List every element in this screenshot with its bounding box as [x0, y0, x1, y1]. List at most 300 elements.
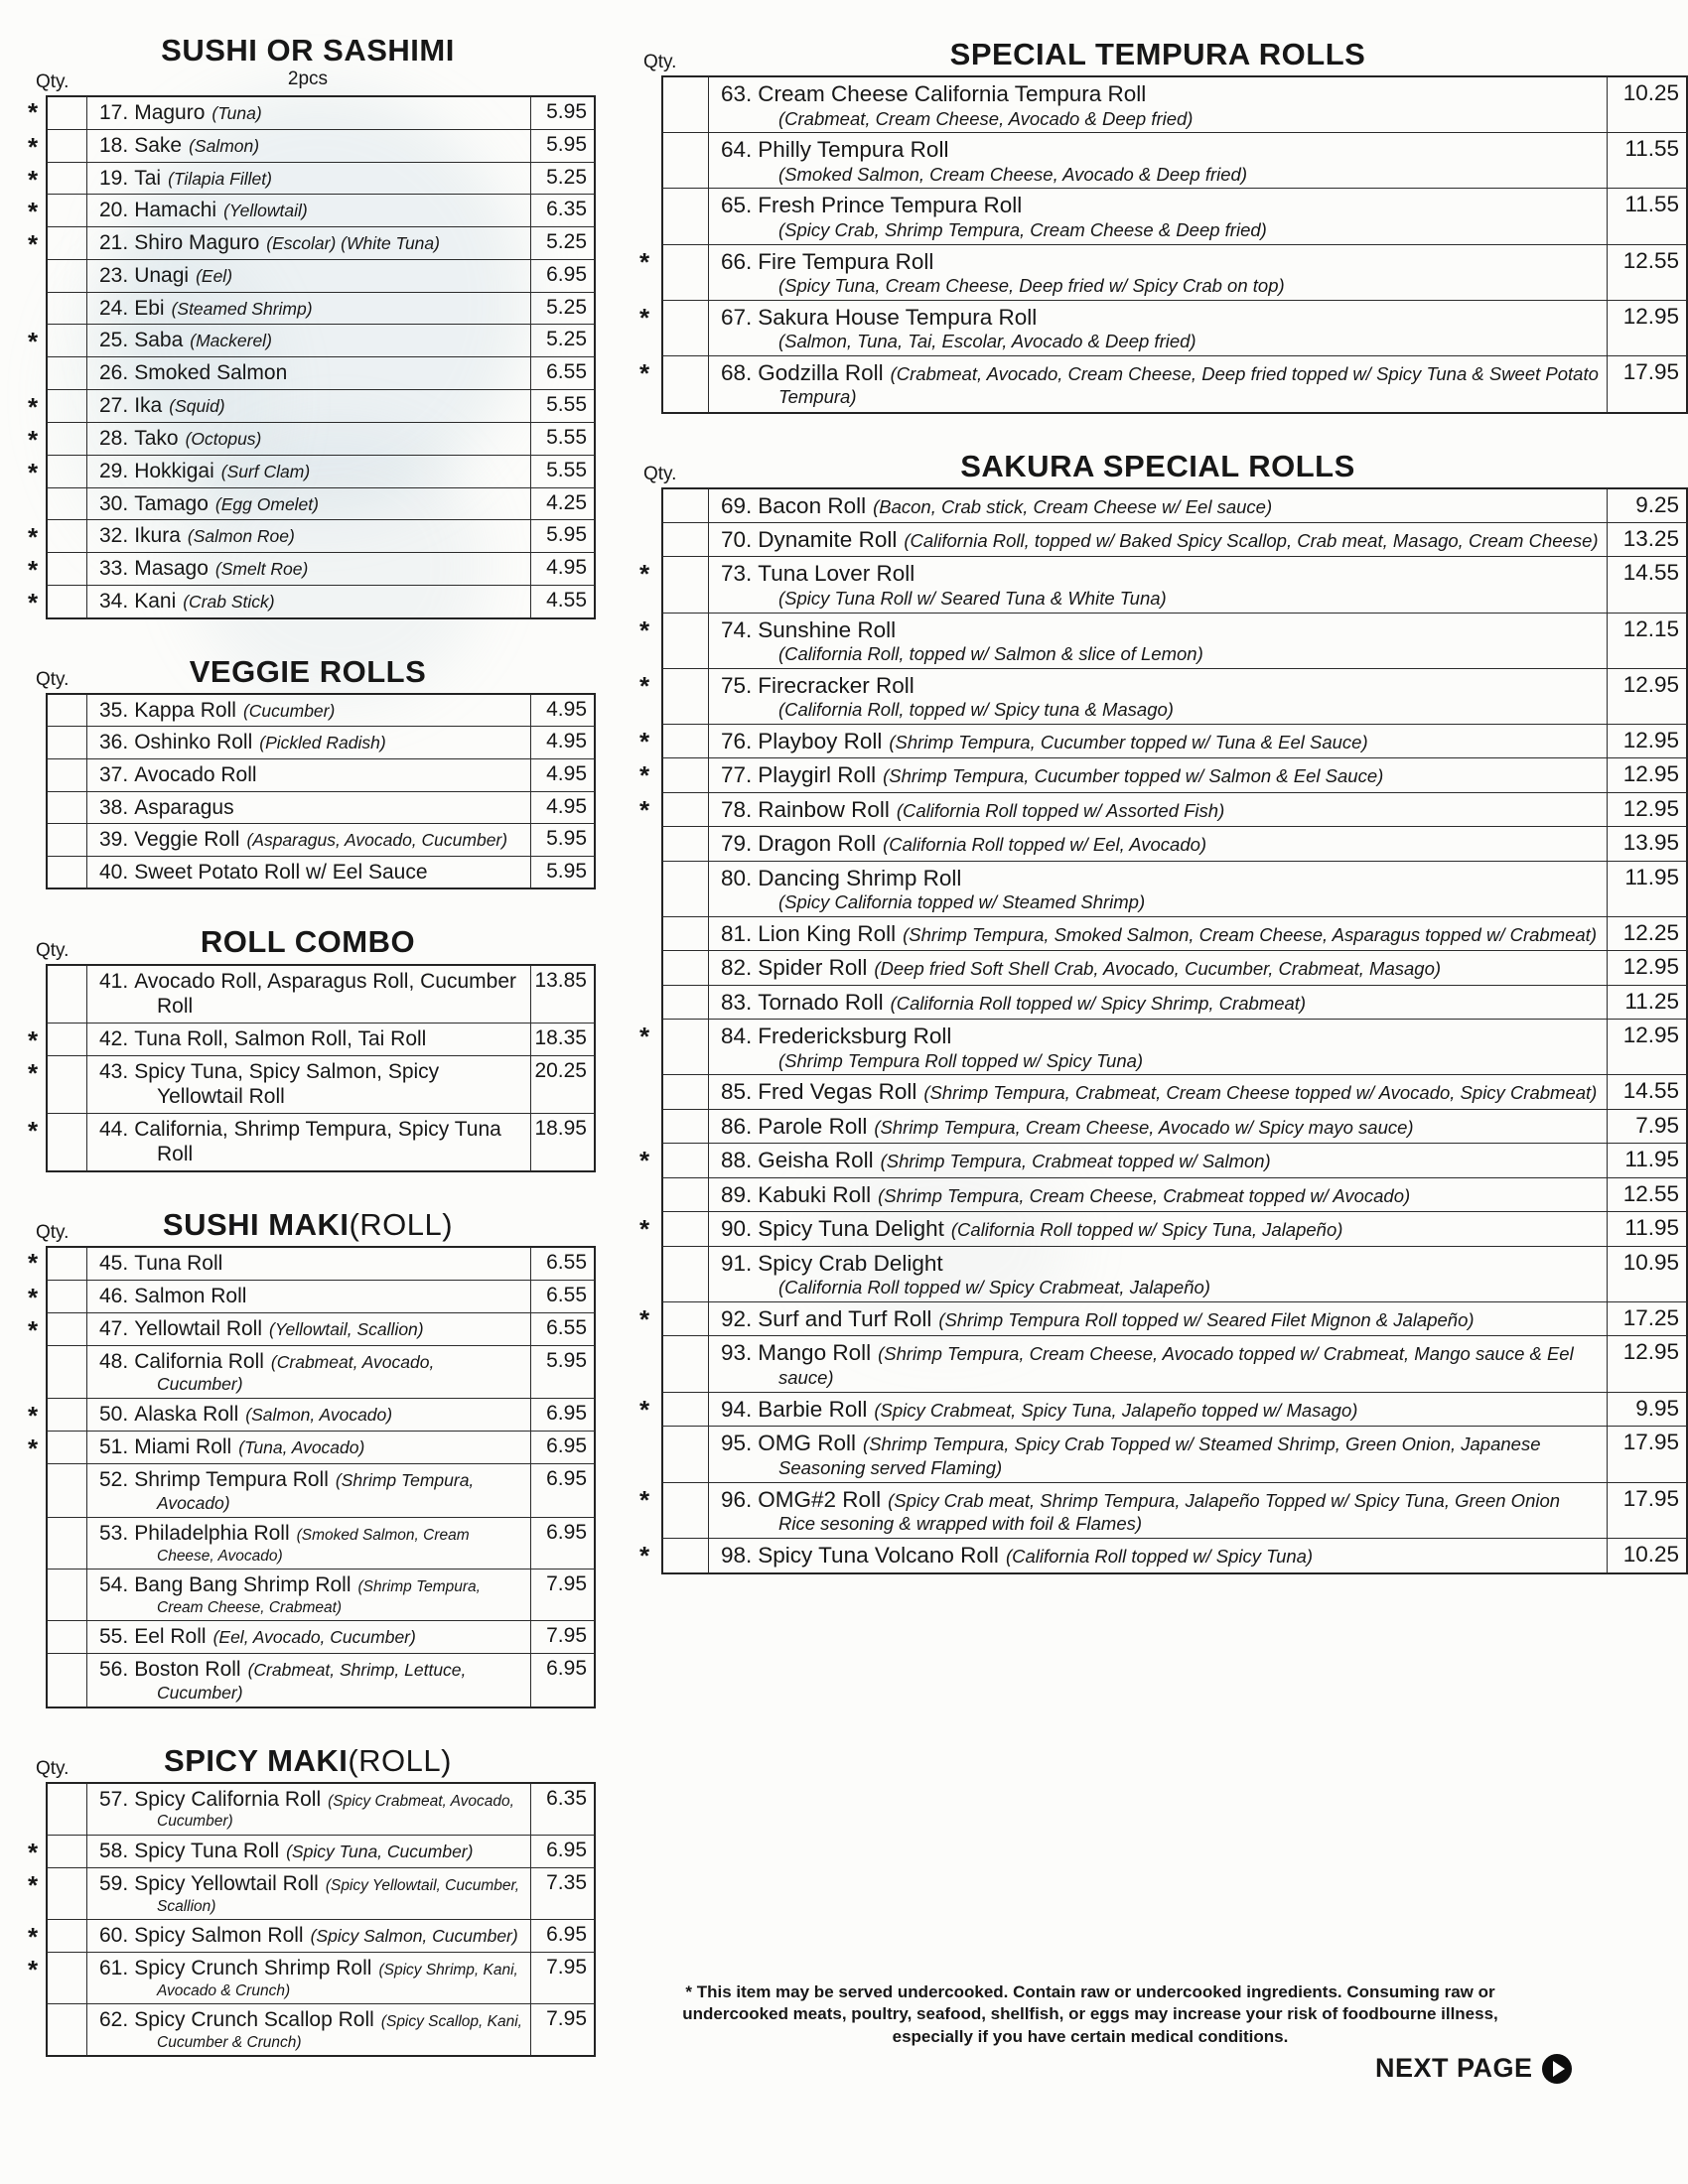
- menu-item-row: [628, 1020, 1688, 1075]
- item-cell: [709, 133, 1607, 189]
- raw-item-marker: [628, 917, 661, 951]
- menu-item-row: [628, 917, 1688, 951]
- item-name-group: [721, 360, 884, 385]
- price-cell: 13.25: [1607, 523, 1688, 557]
- item-description: (Crab Stick): [183, 592, 275, 613]
- item-description: (Shrimp Tempura, Avocado): [157, 1470, 475, 1513]
- item-cell: [709, 75, 1607, 133]
- qty-cell: [661, 793, 709, 827]
- item-description: (California Roll topped w/ Assorted Fish): [896, 799, 1225, 821]
- menu-item-row: [20, 1056, 596, 1114]
- item-name: Spicy Salmon Roll: [134, 1924, 304, 1948]
- item-name-line: [99, 1402, 522, 1428]
- item-name: Sweet Potato Roll w/ Eel Sauce: [134, 860, 428, 884]
- item-description: (Egg Omelet): [214, 493, 319, 514]
- item-name-line: [721, 920, 1599, 947]
- item-name-line: [721, 248, 1599, 275]
- item-description: (Salmon Roe): [187, 526, 295, 547]
- item-name: Dancing Shrimp Roll: [758, 865, 962, 890]
- raw-item-marker: *: [638, 760, 650, 791]
- item-name: Kappa Roll: [134, 698, 236, 722]
- menu-item-row: [628, 301, 1688, 356]
- qty-cell: [661, 1539, 709, 1573]
- undercooked-disclaimer: * This item may be served undercooked. Contain raw or undercooked ingredients. Consuming raw or undercooked meats, poultry, seafood, shellfish, or eggs may increase your risk of foodbourne illness, especially if you have certain medical conditions.: [682, 1982, 1498, 2046]
- item-cell: [87, 964, 530, 1024]
- item-name-line: [99, 1787, 522, 1832]
- item-cell: [87, 1246, 530, 1281]
- item-number: 42.: [99, 1026, 129, 1050]
- item-name: Spicy Crab Delight: [758, 1250, 943, 1276]
- item-number: 83.: [721, 989, 753, 1015]
- menu-item-row: [20, 553, 596, 586]
- item-name-group: [721, 1216, 944, 1241]
- qty-cell: [46, 293, 87, 326]
- item-name-group: [721, 617, 896, 642]
- menu-item-row: [20, 1346, 596, 1400]
- item-name-group: [99, 1468, 329, 1491]
- item-name-group: [99, 199, 216, 221]
- item-name-line: [99, 2007, 522, 2052]
- item-cell: [87, 1654, 530, 1708]
- item-cell: [87, 260, 530, 293]
- price-cell: 7.95: [530, 2004, 596, 2057]
- qty-cell: [46, 1346, 87, 1400]
- qty-cell: [661, 75, 709, 133]
- item-name-line: [99, 589, 522, 614]
- menu-item-row: [20, 488, 596, 521]
- item-name-group: [721, 137, 948, 162]
- menu-item-row: [628, 75, 1688, 133]
- menu-item-row: [20, 130, 596, 163]
- qty-cell: [46, 2004, 87, 2057]
- item-number: 38.: [99, 795, 129, 819]
- item-cell: [87, 1782, 530, 1836]
- item-name: Shrimp Tempura Roll: [134, 1468, 329, 1492]
- item-name-group: [99, 1027, 426, 1050]
- item-name: Masago: [134, 557, 209, 581]
- raw-item-marker: [20, 792, 46, 825]
- item-number: 46.: [99, 1284, 129, 1307]
- item-cell: [709, 1539, 1607, 1573]
- item-cell: [709, 245, 1607, 301]
- item-name: OMG#2 Roll: [758, 1486, 882, 1512]
- price-cell: 20.25: [530, 1056, 596, 1114]
- item-name-group: [721, 1079, 916, 1104]
- item-cell: [87, 163, 530, 196]
- item-cell: [709, 1483, 1607, 1540]
- qty-cell: [661, 189, 709, 244]
- next-page-button[interactable]: [1375, 2053, 1572, 2084]
- item-name-line: [99, 1117, 522, 1167]
- item-name-line: [99, 1434, 522, 1460]
- menu-item-row: [20, 357, 596, 390]
- item-name: Sunshine Roll: [758, 616, 897, 642]
- item-number: 80.: [721, 865, 753, 890]
- item-name-group: [99, 763, 257, 786]
- price-cell: 12.15: [1607, 614, 1688, 669]
- raw-item-marker: *: [638, 1394, 650, 1425]
- item-description: (Smoked Salmon, Cream Cheese, Avocado): [157, 1526, 470, 1565]
- item-name-line: [99, 393, 522, 419]
- item-cell: [87, 759, 530, 792]
- price-cell: 6.55: [530, 1313, 596, 1346]
- item-cell: [709, 951, 1607, 985]
- qty-cell: [661, 1336, 709, 1393]
- next-page-arrow-icon: [1542, 2054, 1572, 2084]
- qty-column-label: Qty.: [36, 668, 70, 690]
- item-cell: [87, 520, 530, 553]
- menu-table: [20, 1782, 596, 2058]
- qty-cell: [46, 260, 87, 293]
- raw-item-marker: *: [638, 1214, 650, 1245]
- qty-cell: [46, 857, 87, 890]
- item-name-line: [721, 1147, 1599, 1173]
- left-column: [20, 34, 596, 2093]
- price-cell: 7.35: [530, 1868, 596, 1920]
- price-cell: 18.35: [530, 1024, 596, 1056]
- raw-item-marker: [20, 857, 46, 890]
- item-name-group: [721, 1431, 856, 1455]
- qty-cell: [661, 1212, 709, 1246]
- item-description: (Shrimp Tempura, Crabmeat topped w/ Salmon): [880, 1151, 1271, 1172]
- item-number: 89.: [721, 1181, 753, 1207]
- item-name: Asparagus: [134, 795, 234, 819]
- qty-cell: [661, 917, 709, 951]
- item-name-line: [721, 560, 1599, 587]
- menu-item-row: [628, 189, 1688, 244]
- item-number: 56.: [99, 1657, 129, 1681]
- section-title-suffix: (ROLL): [348, 1742, 452, 1778]
- item-number: 81.: [721, 920, 753, 946]
- item-number: 52.: [99, 1468, 129, 1492]
- item-name-group: [99, 1252, 222, 1275]
- qty-cell: [46, 325, 87, 357]
- item-name-line: [721, 954, 1599, 981]
- item-cell: [87, 1920, 530, 1953]
- raw-item-marker: [20, 1346, 46, 1400]
- menu-section-spicy-maki: [20, 1744, 596, 2058]
- item-description: (California Roll topped w/ Spicy Tuna, Jalapeño): [950, 1219, 1343, 1241]
- item-name-group: [99, 1285, 246, 1307]
- raw-item-marker: [628, 1075, 661, 1109]
- item-name-line: [721, 796, 1599, 823]
- raw-item-marker: *: [27, 1955, 39, 1984]
- item-name-group: [99, 1625, 207, 1648]
- menu-item-row: [20, 423, 596, 456]
- raw-item-marker: *: [27, 522, 39, 553]
- item-name-group: [721, 831, 876, 856]
- raw-item-marker: *: [27, 229, 39, 260]
- price-cell: 6.55: [530, 1281, 596, 1313]
- price-cell: 12.55: [1607, 245, 1688, 301]
- item-name: Eel Roll: [134, 1625, 207, 1649]
- item-name-line: [99, 100, 522, 126]
- raw-item-marker: [628, 986, 661, 1020]
- raw-item-marker: [628, 1427, 661, 1483]
- menu-item-row: [20, 1868, 596, 1920]
- item-number: 43.: [99, 1059, 129, 1083]
- item-name: Philadelphia Roll: [134, 1521, 290, 1545]
- item-number: 86.: [721, 1113, 753, 1139]
- qty-cell: [46, 1782, 87, 1836]
- item-name-line: [721, 136, 1599, 163]
- item-description: (Crabmeat, Shrimp, Lettuce, Cucumber): [157, 1659, 467, 1703]
- raw-item-marker: *: [27, 1314, 39, 1345]
- qty-cell: [661, 725, 709, 758]
- qty-cell: [46, 1836, 87, 1868]
- price-cell: 6.95: [530, 1432, 596, 1464]
- item-name-line: [99, 1521, 522, 1566]
- qty-column-label: Qty.: [36, 71, 70, 93]
- section-title-text: SUSHI OR SASHIMI: [161, 33, 455, 68]
- item-description: (California Roll, topped w/ Spicy tuna & Masago): [778, 699, 1174, 721]
- price-cell: 6.55: [530, 1246, 596, 1281]
- price-cell: 6.35: [530, 195, 596, 227]
- item-name-line: [721, 1023, 1599, 1049]
- item-cell: [87, 1432, 530, 1464]
- raw-item-marker: *: [27, 424, 39, 455]
- menu-item-row: [20, 1654, 596, 1708]
- item-cell: [709, 793, 1607, 827]
- item-cell: [709, 1393, 1607, 1427]
- item-name-group: [99, 1350, 264, 1373]
- item-description: (Deep fried Soft Shell Crab, Avocado, Cucumber, Crabmeat, Masago): [874, 958, 1442, 980]
- item-name-group: [99, 134, 182, 157]
- item-name-line: [721, 492, 1599, 519]
- item-description: (Bacon, Crab stick, Cream Cheese w/ Eel sauce): [873, 495, 1273, 517]
- raw-item-marker: *: [27, 1115, 39, 1146]
- item-name: Saba: [134, 329, 184, 352]
- menu-item-row: [628, 986, 1688, 1020]
- item-name-line: [99, 1059, 522, 1110]
- menu-item-row: [628, 669, 1688, 725]
- item-cell: [87, 390, 530, 423]
- item-description: (Yellowtail): [223, 201, 308, 221]
- item-name-line: [99, 166, 522, 192]
- raw-item-marker: [20, 824, 46, 857]
- item-cell: [709, 189, 1607, 244]
- raw-item-marker: [628, 951, 661, 985]
- item-name-group: [721, 527, 897, 552]
- item-name: Tuna Roll, Salmon Roll, Tai Roll: [134, 1026, 427, 1050]
- qty-cell: [661, 487, 709, 523]
- item-name-group: [721, 797, 890, 822]
- qty-cell: [46, 1246, 87, 1281]
- item-name-line: [721, 1339, 1599, 1389]
- raw-item-marker: [628, 1178, 661, 1212]
- section-header: [20, 925, 596, 961]
- raw-item-marker: *: [27, 1922, 39, 1953]
- item-number: 40.: [99, 860, 129, 884]
- item-name-group: [721, 1487, 881, 1512]
- item-name-line: [99, 1657, 522, 1704]
- item-name-group: [99, 828, 239, 851]
- qty-column-label: Qty.: [36, 1757, 70, 1779]
- menu-item-row: [628, 487, 1688, 523]
- raw-item-marker: *: [27, 1248, 39, 1279]
- item-name-line: [721, 672, 1599, 699]
- item-name-line: [721, 761, 1599, 788]
- menu-item-row: [20, 2004, 596, 2057]
- item-name: Mango Roll: [758, 1340, 872, 1366]
- raw-item-marker: [20, 1782, 46, 1836]
- raw-item-marker: [20, 727, 46, 759]
- menu-item-row: [20, 759, 596, 792]
- item-name: Hokkigai: [134, 459, 214, 482]
- item-name-line: [721, 1396, 1599, 1423]
- raw-item-marker: [628, 1336, 661, 1393]
- price-cell: 11.95: [1607, 862, 1688, 917]
- price-cell: 5.25: [530, 325, 596, 357]
- menu-item-row: [20, 1399, 596, 1432]
- item-name-line: [99, 698, 522, 724]
- item-number: 34.: [99, 590, 129, 614]
- item-name-group: [721, 1251, 943, 1276]
- item-cell: [87, 1868, 530, 1920]
- qty-cell: [46, 1518, 87, 1570]
- qty-cell: [46, 792, 87, 825]
- item-number: 67.: [721, 304, 753, 330]
- item-name-group: [99, 731, 252, 753]
- menu-item-row: [20, 163, 596, 196]
- item-cell: [709, 1075, 1607, 1109]
- item-name-group: [99, 264, 189, 287]
- item-name-line: [721, 989, 1599, 1016]
- item-number: 94.: [721, 1396, 753, 1422]
- qty-cell: [46, 520, 87, 553]
- item-name-group: [721, 493, 866, 518]
- section-header: [20, 34, 596, 93]
- item-name-line: [99, 1956, 522, 2000]
- item-cell: [709, 557, 1607, 613]
- qty-cell: [46, 195, 87, 227]
- price-cell: 18.95: [530, 1114, 596, 1172]
- item-cell: [87, 1399, 530, 1432]
- raw-item-marker: *: [638, 670, 650, 701]
- menu-item-row: [628, 1075, 1688, 1109]
- raw-item-marker: [20, 759, 46, 792]
- qty-cell: [661, 862, 709, 917]
- item-description: (Shrimp Tempura, Cream Cheese, Avocado topped w/ Crabmeat, Mango sauce & Eel sauce): [778, 1343, 1574, 1388]
- item-number: 57.: [99, 1787, 129, 1811]
- item-name: Fredericksburg Roll: [758, 1024, 952, 1049]
- menu-item-row: [628, 1427, 1688, 1483]
- item-description: (California Roll topped w/ Spicy Tuna): [1005, 1546, 1314, 1568]
- section-title-text: SUSHI MAKI: [162, 1207, 350, 1243]
- item-name-group: [99, 297, 165, 320]
- item-cell: [87, 857, 530, 890]
- item-name-group: [721, 1148, 874, 1172]
- item-cell: [709, 614, 1607, 669]
- qty-cell: [661, 758, 709, 792]
- price-cell: 17.95: [1607, 356, 1688, 414]
- item-name-line: [721, 1078, 1599, 1105]
- item-cell: [709, 1302, 1607, 1336]
- section-title: [628, 38, 1688, 71]
- item-name-line: [721, 1305, 1599, 1332]
- menu-table: [628, 487, 1688, 1574]
- section-title: [20, 925, 596, 959]
- raw-item-marker: *: [27, 131, 39, 162]
- raw-item-marker: [628, 133, 661, 189]
- item-name-line: [99, 556, 522, 582]
- item-name-line: [99, 795, 522, 821]
- price-cell: 12.55: [1607, 1178, 1688, 1212]
- item-number: 27.: [99, 393, 129, 417]
- item-name-line: [99, 133, 522, 159]
- item-cell: [709, 1336, 1607, 1393]
- qty-cell: [661, 669, 709, 725]
- item-cell: [87, 2004, 530, 2057]
- menu-item-row: [628, 1247, 1688, 1302]
- item-name-line: [721, 1250, 1599, 1277]
- item-name-line: [99, 860, 522, 886]
- price-cell: 6.95: [530, 1399, 596, 1432]
- raw-item-marker: *: [27, 164, 39, 195]
- menu-item-row: [20, 1464, 596, 1518]
- item-name: Tai: [134, 166, 162, 190]
- item-cell: [87, 727, 530, 759]
- menu-section-sushi-or-sashimi: [20, 34, 596, 619]
- item-cell: [709, 1020, 1607, 1075]
- menu-item-row: [628, 1302, 1688, 1336]
- item-description: (Surf Clam): [220, 461, 311, 481]
- item-cell: [709, 1212, 1607, 1246]
- item-number: 36.: [99, 731, 129, 754]
- menu-item-row: [20, 95, 596, 130]
- item-name: Spicy Yellowtail Roll: [134, 1871, 319, 1895]
- price-cell: 12.95: [1607, 793, 1688, 827]
- item-name: Lion King Roll: [758, 920, 897, 946]
- menu-item-row: [628, 1178, 1688, 1212]
- item-cell: [87, 824, 530, 857]
- menu-item-row: [20, 964, 596, 1024]
- item-name: Veggie Roll: [134, 828, 240, 852]
- item-name: Rainbow Roll: [758, 796, 890, 822]
- item-name-line: [721, 865, 1599, 891]
- price-cell: 14.55: [1607, 557, 1688, 613]
- item-name-group: [99, 1435, 231, 1458]
- qty-cell: [46, 488, 87, 521]
- item-description: (Shrimp Tempura, Crabmeat, Cream Cheese topped w/ Avocado, Spicy Crabmeat): [923, 1082, 1598, 1104]
- raw-item-marker: [20, 260, 46, 293]
- menu-section-special-tempura-rolls: [628, 38, 1688, 414]
- qty-cell: [661, 1178, 709, 1212]
- item-name: Godzilla Roll: [758, 359, 884, 385]
- item-name-line: [99, 1923, 522, 1949]
- item-name: Cream Cheese California Tempura Roll: [758, 81, 1147, 107]
- raw-item-marker: *: [638, 1022, 650, 1052]
- item-cell: [87, 227, 530, 260]
- qty-cell: [46, 964, 87, 1024]
- item-name: Avocado Roll, Asparagus Roll, Cucumber Roll: [134, 969, 517, 1019]
- item-number: 75.: [721, 672, 753, 698]
- item-name: California, Shrimp Tempura, Spicy Tuna Roll: [134, 1117, 501, 1166]
- raw-item-marker: *: [638, 357, 650, 388]
- menu-item-row: [20, 1920, 596, 1953]
- item-name-group: [721, 1306, 931, 1331]
- item-name: Spicy Tuna Delight: [758, 1216, 944, 1242]
- item-number: 47.: [99, 1316, 129, 1340]
- item-description: (Spicy Crab, Shrimp Tempura, Cream Cheese & Deep fried): [778, 218, 1267, 240]
- section-title-text: SPECIAL TEMPURA ROLLS: [949, 37, 1366, 71]
- section-title: [20, 34, 596, 68]
- item-name-line: [99, 1467, 522, 1514]
- item-description: (Cucumber): [242, 700, 336, 721]
- section-title-text: SPICY MAKI: [164, 1742, 349, 1778]
- raw-item-marker: *: [638, 794, 650, 825]
- item-number: 39.: [99, 828, 129, 852]
